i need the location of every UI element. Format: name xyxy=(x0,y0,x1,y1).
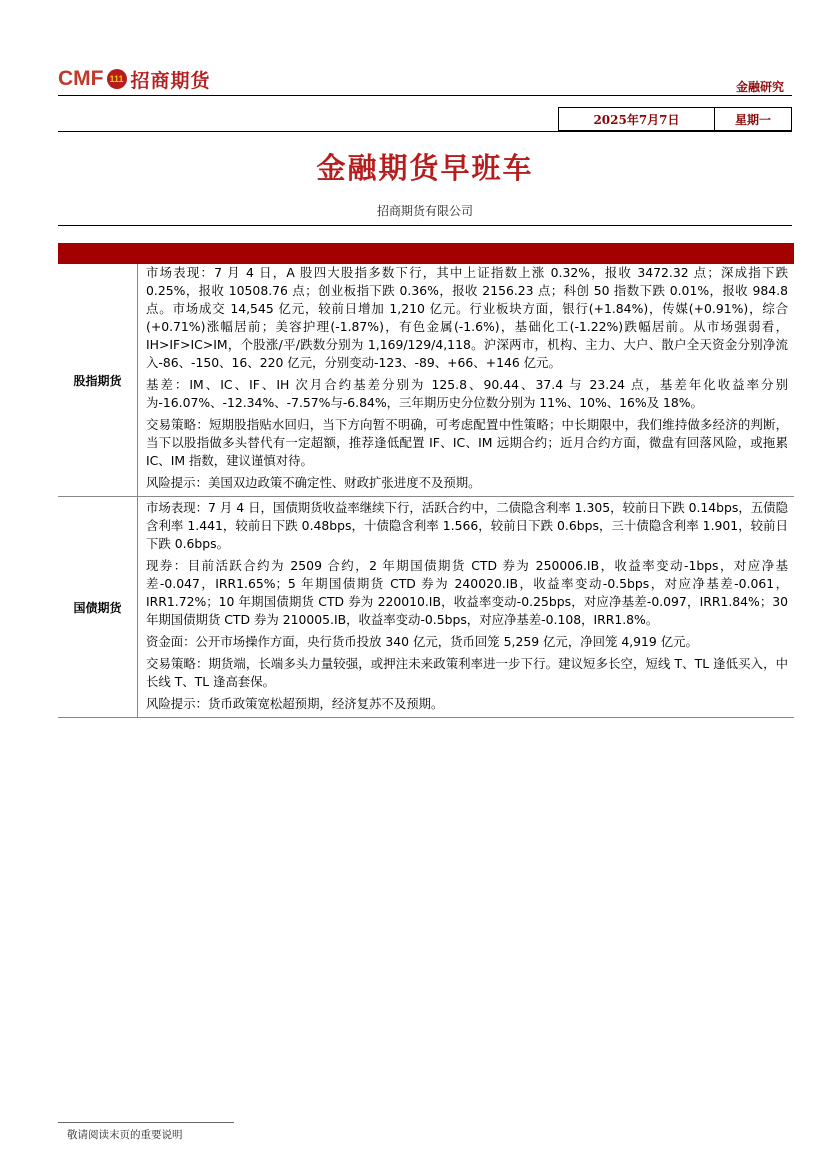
paragraph-trading-strategy: 交易策略：短期股指贴水回归，当下方向暂不明确，可考虑配置中性策略；中长期限中，我们维持做多经济的判断，当下以股指做多头替代有一定超额，推荐逢低配置 IF、IC、IM 远期合约；近月合约方面，微盘有回落风险，或拖累 IC、IM 指数，建议谨慎对待。 xyxy=(146,417,788,468)
section-body xyxy=(138,497,794,717)
paragraph-trading-strategy: 交易策略：期货端，长端多头力量较强，或押注未来政策利率进一步下行。建议短多长空，短线 T、TL 逢低买入，中长线 T、TL 逢高套保。 xyxy=(146,656,788,689)
logo-company-name: 招商期货 xyxy=(130,69,211,92)
paragraph-basis: 基差：IM、IC、IF、IH 次月合约基差分别为 125.8、90.44、37.4 与 23.24 点，基差年化收益率分别为-16.07%、-12.34%、-7.57%与-6.84%，三年期历史分位数分别为 11%、10%、16%及 18%。 xyxy=(146,377,788,410)
paragraph-liquidity: 资金面：公开市场操作方面，央行货币投放 340 亿元，货币回笼 5,259 亿元，净回笼 4,919 亿元。 xyxy=(146,634,698,649)
title-block xyxy=(58,131,792,226)
section-label: 股指期货 xyxy=(58,264,138,496)
logo-cmf-text: CMF xyxy=(58,67,104,90)
report-date: 2025年7月7日 xyxy=(559,108,715,130)
header-divider xyxy=(58,95,792,96)
date-box xyxy=(558,107,792,131)
page-title: 金融期货早班车 xyxy=(316,151,534,185)
footer-disclaimer: 敬请阅读末页的重要说明 xyxy=(67,1129,183,1141)
section-body xyxy=(138,264,794,496)
report-content xyxy=(58,264,794,718)
company-logo xyxy=(58,66,211,92)
logo-badge-icon: 111 xyxy=(107,69,127,89)
report-weekday: 星期一 xyxy=(735,112,772,127)
section-stock-index-futures xyxy=(58,264,794,497)
report-category: 金融研究 xyxy=(735,80,784,94)
paragraph-market-performance: 市场表现：7 月 4 日，国债期货收益率继续下行，活跃合约中，二债隐含利率 1.305，较前日下跌 0.14bps，五债隐含利率 1.441，较前日下跌 0.48bps，十债隐含利率 1.566，较前日下跌 0.6bps，三十债隐含利率 1.901，较前日下跌 0.6bps。 xyxy=(146,500,788,551)
section-treasury-futures xyxy=(58,497,794,718)
paragraph-cash-bonds: 现券：目前活跃合约为 2509 合约，2 年期国债期货 CTD 券为 250006.IB，收益率变动-1bps，对应净基差-0.047，IRR1.65%；5 年期国债期货 CTD 券为 240020.IB，收益率变动-0.5bps，对应净基差-0.061，IRR1.72%；10 年期国债期货 CTD 券为 220010.IB，收益率变动-0.25bps，对应净基差-0.097，IRR1.84%；30 年期国债期货 CTD 券为 210005.IB，收益率变动-0.5bps，对应净基差-0.108，IRR1.8%。 xyxy=(146,558,788,627)
paragraph-market-performance: 市场表现：7 月 4 日，A 股四大股指多数下行，其中上证指数上涨 0.32%，报收 3472.32 点；深成指下跌 0.25%，报收 10508.76 点；创业板指下跌 0.36%，报收 2156.23 点；科创 50 指数下跌 0.01%，报收 984.8 点。市场成交 14,545 亿元，较前日增加 1,210 亿元。行业板块方面，银行(+1.84%)，传媒(+0.91%)，综合(+0.71%)涨幅居前；美容护理(-1.87%)，有色金属(-1.6%)，基础化工(-1.22%)跌幅居前。从市场强弱看，IH>IF>IC>IM，个股涨/平/跌数分别为 1,169/129/4,118。沪深两市，机构、主力、大户、散户全天资金分别净流入-86、-150、16、220 亿元，分别变动-123、-89、+66、+146 亿元。 xyxy=(146,265,788,370)
company-name: 招商期货有限公司 xyxy=(376,204,473,218)
section-label: 国债期货 xyxy=(58,497,138,717)
footer-divider xyxy=(58,1122,234,1123)
paragraph-risk-warning: 风险提示：美国双边政策不确定性、财政扩张进度不及预期。 xyxy=(146,475,481,490)
section-header-bar xyxy=(58,243,794,264)
paragraph-risk-warning: 风险提示：货币政策宽松超预期，经济复苏不及预期。 xyxy=(146,696,444,711)
